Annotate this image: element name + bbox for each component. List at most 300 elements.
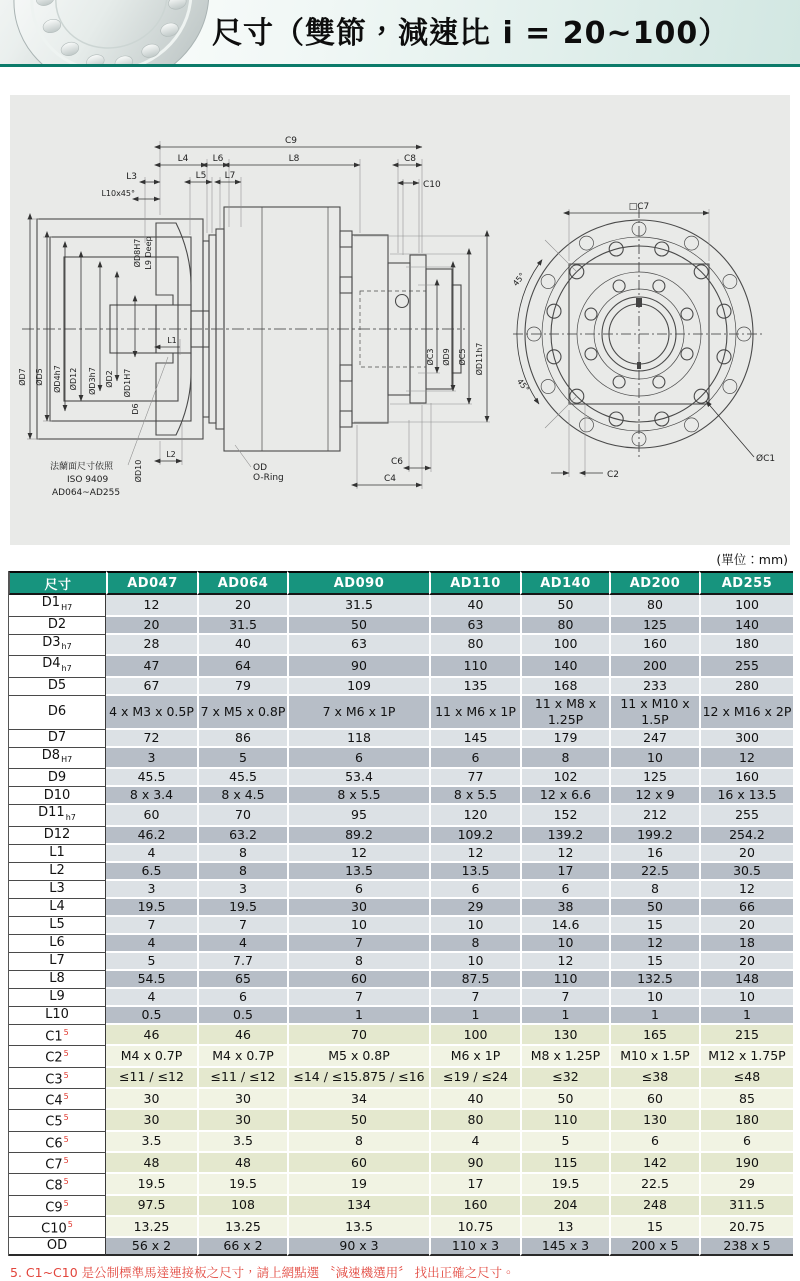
table-row-d3 [9,635,793,657]
screw-section [396,295,409,308]
cell: 80 [429,1110,520,1131]
row-label: C6$^5$ [9,1132,106,1153]
row-label: L3 [9,881,106,899]
cell: 77 [429,769,520,787]
table-row-c6 [9,1132,793,1153]
dim-label-d9: ØD9 [442,348,451,366]
row-label: $D11_{h7}$ [9,805,106,827]
cell: 3 [106,748,197,770]
dim-label-d4: ØD4h7 [53,365,62,393]
cell: 1 [609,1007,699,1025]
cell: 10 [609,989,699,1007]
flange-hatch-bottom [156,353,191,435]
cell: M12 x 1.75P [699,1046,793,1067]
table-row-c2 [9,1046,793,1067]
table-row-l6 [9,935,793,953]
cell: 148 [699,971,793,989]
cell: 13 [520,1217,609,1238]
cell: 145 [429,730,520,748]
cell: 40 [429,1089,520,1110]
cell: 16 x 13.5 [699,787,793,805]
cell: 8 [287,1132,429,1153]
cell: 1 [520,1007,609,1025]
dim-label-c6: C6 [390,457,403,467]
cell: 15 [609,917,699,935]
cell: 6.5 [106,863,197,881]
cell: 160 [699,769,793,787]
cell: 110 x 3 [429,1238,520,1256]
cell: 254.2 [699,827,793,845]
page-title: 尺寸（雙節，減速比 i = 20~100） [212,16,730,51]
cell: 13.5 [287,1217,429,1238]
cell: 212 [609,805,699,827]
cell: 20 [699,917,793,935]
dim-label-d3: ØD3h7 [88,367,97,395]
cell: 70 [287,1025,429,1046]
flange-disc [0,0,212,64]
cell: 6 [197,989,287,1007]
table-row-c3 [9,1068,793,1089]
cell: 38 [520,899,609,917]
cell: 53.4 [287,769,429,787]
cell: 8 [429,935,520,953]
dim-label-c10: C10 [423,180,441,190]
table-row-c4 [9,1089,793,1110]
cell: 8 [197,863,287,881]
dim-label-l2: L2 [166,450,176,459]
cell: 6 [287,881,429,899]
row-label: L1 [9,845,106,863]
column-header-ad090: AD090 [287,571,429,595]
cell: 20 [197,595,287,617]
cell: 12 [699,748,793,770]
dim-label-c1: ØC1 [756,454,776,464]
cell: 7 x M5 x 0.8P [197,696,287,730]
column-header-ad110: AD110 [429,571,520,595]
cell: 102 [520,769,609,787]
cell: 87.5 [429,971,520,989]
cell: 168 [520,678,609,696]
cell: 4 x M3 x 0.5P [106,696,197,730]
cell: 86 [197,730,287,748]
cell: 30.5 [699,863,793,881]
dim-label-l10: L10x45° [101,189,135,198]
cell: 3.5 [197,1132,287,1153]
cell: 40 [197,635,287,657]
cell: 8 x 5.5 [429,787,520,805]
cell: 3 [197,881,287,899]
cell: 7 [197,917,287,935]
cell: 63.2 [197,827,287,845]
cell: 46 [197,1025,287,1046]
cell: 29 [699,1174,793,1195]
cell: 8 [197,845,287,863]
cell: 115 [520,1153,609,1174]
cell: 135 [429,678,520,696]
cell: 12 [106,595,197,617]
cell: 90 [287,656,429,678]
cell: 19.5 [197,1174,287,1195]
cell: 15 [609,953,699,971]
cell: ≤14 / ≤15.875 / ≤16 [287,1068,429,1089]
cell: 19.5 [106,899,197,917]
cell: 109 [287,678,429,696]
dim-label-l4: L4 [177,154,189,164]
table-row-d7 [9,730,793,748]
cell: 12 x 9 [609,787,699,805]
row-label: $D8_{H7}$ [9,748,106,770]
cell: 66 x 2 [197,1238,287,1256]
cell: 100 [699,595,793,617]
cell: 110 [520,971,609,989]
cell: M4 x 0.7P [106,1046,197,1067]
cell: 247 [609,730,699,748]
row-label: D5 [9,678,106,696]
row-label: D2 [9,617,106,635]
flange-note-line1: 法蘭面尺寸依照 [50,462,114,472]
cell: 4 [106,845,197,863]
cell: 0.5 [197,1007,287,1025]
table-row-c8 [9,1174,793,1195]
table-row-c10 [9,1217,793,1238]
cell: 8 x 5.5 [287,787,429,805]
cell: 70 [197,805,287,827]
table-row-d12 [9,827,793,845]
cell: M4 x 0.7P [197,1046,287,1067]
cell: 132.5 [609,971,699,989]
dimension-table [8,571,793,1256]
cell: 12 [520,953,609,971]
row-label: C2$^5$ [9,1046,106,1067]
cell: 54.5 [106,971,197,989]
row-label: L7 [9,953,106,971]
cell: 17 [429,1174,520,1195]
cell: ≤11 / ≤12 [197,1068,287,1089]
cell: 47 [106,656,197,678]
cell: 7 [429,989,520,1007]
cell: 50 [520,1089,609,1110]
dim-label-c4: C4 [383,474,397,484]
column-header-ad200: AD200 [609,571,699,595]
dim-label-c5: ØC5 [458,348,467,366]
cell: 7.7 [197,953,287,971]
cell: 1 [699,1007,793,1025]
cell: 48 [106,1153,197,1174]
table-row-l2 [9,863,793,881]
cell: 11 x M10 x 1.5P [609,696,699,730]
cell: 10 [429,917,520,935]
cell: 125 [609,617,699,635]
column-header-ad047: AD047 [106,571,197,595]
table-row-l4 [9,899,793,917]
cell: 6 [699,1132,793,1153]
table-row-l1 [9,845,793,863]
cell: 80 [609,595,699,617]
cell: 60 [287,1153,429,1174]
table-row-l8 [9,971,793,989]
cell: 97.5 [106,1196,197,1217]
cell: 18 [699,935,793,953]
dim-label-d10: ØD10 [134,459,143,483]
table-row-d2 [9,617,793,635]
cell: 46.2 [106,827,197,845]
cell: ≤48 [699,1068,793,1089]
cell: 13.25 [106,1217,197,1238]
cell: 28 [106,635,197,657]
dim-label-d7: ØD7 [18,368,27,386]
table-row-d4 [9,656,793,678]
row-label: D7 [9,730,106,748]
cell: 1 [429,1007,520,1025]
dim-label-d5: ØD5 [35,368,44,386]
cell: 7 [287,935,429,953]
cell: 17 [520,863,609,881]
cell: ≤32 [520,1068,609,1089]
table-row-d6 [9,696,793,730]
dim-label-l6: L6 [212,154,224,164]
dim-label-d8: ØD8H7 [133,238,142,268]
dim-label-c8: C8 [403,154,417,164]
row-label: L6 [9,935,106,953]
cell: 4 [106,935,197,953]
cell: M10 x 1.5P [609,1046,699,1067]
cell: 30 [106,1110,197,1131]
row-label: C3$^5$ [9,1068,106,1089]
cell: 50 [287,1110,429,1131]
cell: 139.2 [520,827,609,845]
cell: 100 [520,635,609,657]
cell: 20 [699,953,793,971]
cell: 0.5 [106,1007,197,1025]
column-header-ad064: AD064 [197,571,287,595]
keyway-mark-top [636,298,642,307]
table-row-l5 [9,917,793,935]
dim-label-d2: ØD2 [105,370,114,388]
technical-drawing [10,95,790,545]
left-diameter-dimensions [17,219,182,482]
table-row-od [9,1238,793,1256]
cell: 95 [287,805,429,827]
cell: 22.5 [609,863,699,881]
row-label: L9 [9,989,106,1007]
cell: 89.2 [287,827,429,845]
cell: 50 [520,595,609,617]
cell: 80 [429,635,520,657]
cell: 20.75 [699,1217,793,1238]
table-row-l3 [9,881,793,899]
dim-label-c2: C2 [607,470,620,480]
cell: 8 [609,881,699,899]
table-row-c5 [9,1110,793,1131]
column-header-size: 尺寸 [9,571,106,595]
flange-note-line3: AD064~AD255 [52,488,121,498]
angle-label-45-top: 45° [511,271,527,288]
cell: 8 [287,953,429,971]
cell: 48 [197,1153,287,1174]
unit-note: (單位：mm) [716,552,788,567]
cell: 4 [429,1132,520,1153]
cell: 10 [520,935,609,953]
cell: 160 [429,1196,520,1217]
cell: 64 [197,656,287,678]
dim-label-l9-deep: L9 Deep [144,236,153,270]
angle-label-45-bottom: 45° [515,377,531,394]
row-label: D10 [9,787,106,805]
cell: 108 [197,1196,287,1217]
cell: 15 [609,1217,699,1238]
cell: 12 [609,935,699,953]
cell: 5 [520,1132,609,1153]
row-label: $D3_{h7}$ [9,635,106,657]
cell: 79 [197,678,287,696]
cell: 130 [520,1025,609,1046]
front-view [511,202,775,480]
dim-label-c9: C9 [284,136,298,146]
cell: 31.5 [197,617,287,635]
cell: 140 [699,617,793,635]
cell: 199.2 [609,827,699,845]
cell: 31.5 [287,595,429,617]
cell: 120 [429,805,520,827]
cell: 63 [429,617,520,635]
cell: 190 [699,1153,793,1174]
table-row-l10 [9,1007,793,1025]
cell: 60 [609,1089,699,1110]
cell: 22.5 [609,1174,699,1195]
cell: 65 [197,971,287,989]
dim-label-c3: ØC3 [426,348,435,366]
cell: 30 [287,899,429,917]
cell: 13.5 [429,863,520,881]
cell: 20 [106,617,197,635]
cell: 110 [520,1110,609,1131]
cell: 300 [699,730,793,748]
cell: 66 [699,899,793,917]
cell: 12 x M16 x 2P [699,696,793,730]
cell: 255 [699,656,793,678]
cell: 118 [287,730,429,748]
cell: 4 [106,989,197,1007]
cell: 200 x 5 [609,1238,699,1256]
cell: 6 [429,881,520,899]
table-row-l7 [9,953,793,971]
cell: 110 [429,656,520,678]
cell: 109.2 [429,827,520,845]
dim-label-d12: ØD12 [69,367,78,391]
dim-label-l8: L8 [288,154,300,164]
cell: 12 [429,845,520,863]
row-label: C5$^5$ [9,1110,106,1131]
product-photo [0,0,212,64]
cell: 255 [699,805,793,827]
table-body [9,595,793,1256]
column-header-ad140: AD140 [520,571,609,595]
cell: 60 [287,971,429,989]
cell: 280 [699,678,793,696]
row-label: D12 [9,827,106,845]
dim-label-c7: □C7 [628,202,650,212]
table-row-c1 [9,1025,793,1046]
cell: 45.5 [106,769,197,787]
cell: 179 [520,730,609,748]
row-label: C7$^5$ [9,1153,106,1174]
cell: 72 [106,730,197,748]
cell: 7 [287,989,429,1007]
cell: 160 [609,635,699,657]
cell: 11 x M8 x 1.25P [520,696,609,730]
cell: 3 [106,881,197,899]
header-divider [0,64,800,67]
table-row-l9 [9,989,793,1007]
keyway-mark-bottom [637,362,641,369]
cell: 19.5 [197,899,287,917]
column-header-ad255: AD255 [699,571,793,595]
cell: 6 [287,748,429,770]
cell: 145 x 3 [520,1238,609,1256]
cell: 233 [609,678,699,696]
table-row-d5 [9,678,793,696]
cell: 6 [609,1132,699,1153]
cell: 152 [520,805,609,827]
cell: 165 [609,1025,699,1046]
cell: 13.25 [197,1217,287,1238]
cell: 311.5 [699,1196,793,1217]
cell: 7 [520,989,609,1007]
cell: 40 [429,595,520,617]
cell: 12 [520,845,609,863]
cell: 200 [609,656,699,678]
cell: 7 [106,917,197,935]
cell: 19.5 [520,1174,609,1195]
row-label: L5 [9,917,106,935]
cell: 50 [609,899,699,917]
table-row-d9 [9,769,793,787]
cell: 215 [699,1025,793,1046]
row-label: C10$^5$ [9,1217,106,1238]
flange-note-line2: ISO 9409 [67,475,109,485]
cell: 80 [520,617,609,635]
cell: 142 [609,1153,699,1174]
cell: 12 x 6.6 [520,787,609,805]
dim-label-l7: L7 [224,171,236,181]
cell: 14.6 [520,917,609,935]
cell: 16 [609,845,699,863]
cell: 12 [287,845,429,863]
cell: 8 [520,748,609,770]
row-label: C9$^5$ [9,1196,106,1217]
cell: 85 [699,1089,793,1110]
cell: ≤19 / ≤24 [429,1068,520,1089]
row-label: L4 [9,899,106,917]
cell: 6 [520,881,609,899]
cell: 7 x M6 x 1P [287,696,429,730]
cell: 67 [106,678,197,696]
cell: 4 [197,935,287,953]
cell: 5 [197,748,287,770]
cell: 34 [287,1089,429,1110]
dim-label-l1: L1 [167,336,177,345]
table-header-row [9,571,793,595]
row-label: C4$^5$ [9,1089,106,1110]
row-label: C8$^5$ [9,1174,106,1195]
cell: 6 [429,748,520,770]
cell: 130 [609,1110,699,1131]
cell: M5 x 0.8P [287,1046,429,1067]
table-row-d11 [9,805,793,827]
cell: 238 x 5 [699,1238,793,1256]
cell: 30 [106,1089,197,1110]
cell: 46 [106,1025,197,1046]
